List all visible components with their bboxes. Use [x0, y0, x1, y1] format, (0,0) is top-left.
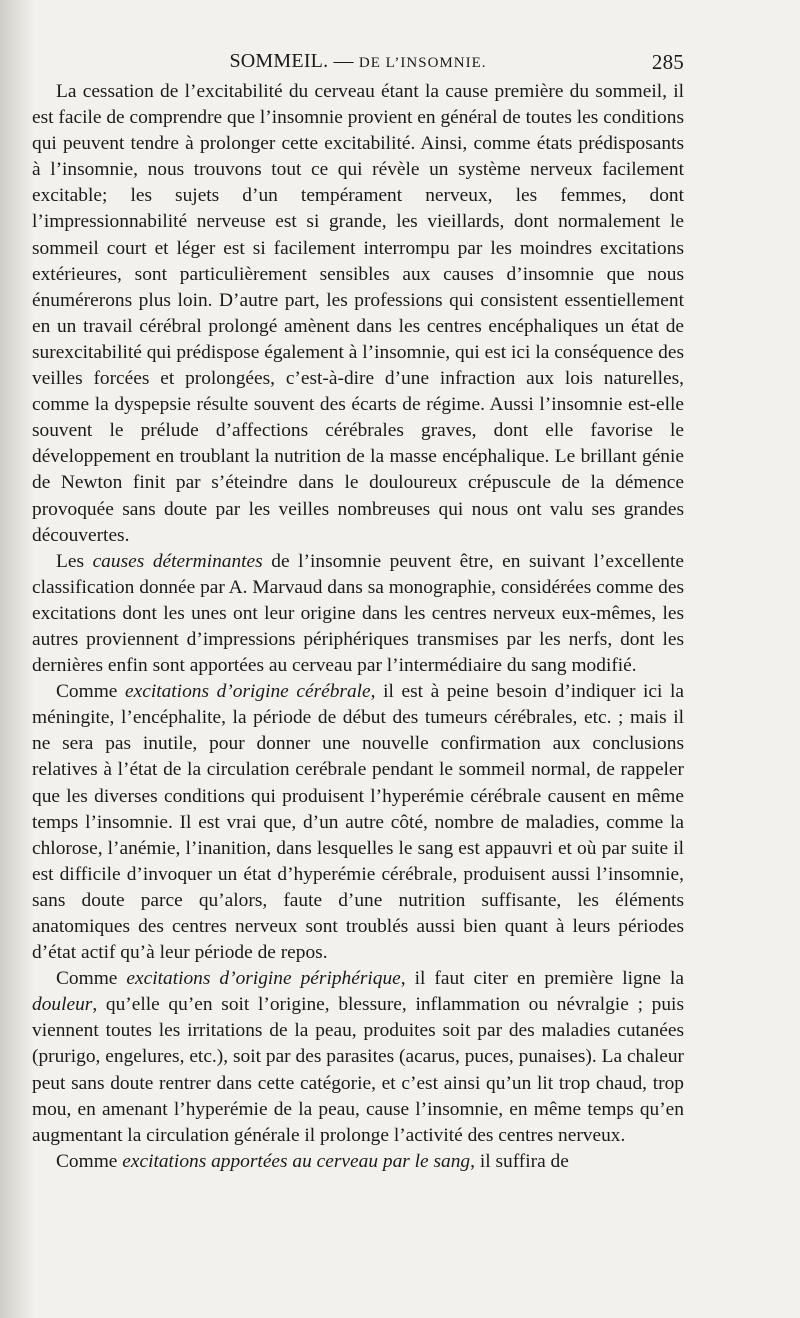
running-title-dash: — [333, 50, 354, 72]
paragraph-4-italic-2: douleur [32, 994, 93, 1016]
paragraph-5 [32, 1149, 684, 1175]
paragraph-4 [32, 966, 684, 1149]
paragraph-4-text-b: , il faut citer en première ligne la [400, 968, 684, 990]
paragraph-3-text-a: Comme [56, 681, 125, 703]
page-number: 285 [651, 50, 684, 74]
running-title-sub: DE L’INSOMNIE. [358, 55, 487, 71]
paragraph-3 [32, 679, 684, 966]
paragraph-1: La cessation de l’excitabilité du cerveau étant la cause première du sommeil, il est facile de comprendre que l’insomnie provient en général de toutes les conditions qui peuvent tendre à prolonger cette excitabilité. Ainsi, comme états prédisposants à l’insomnie, nous trouvons tout ce qui révèle un système nerveux facilement excitable; les sujets d’un tempérament nerveux, les femmes, dont l’impressionnabilité nerveuse est si grande, les vieillards, dont normalement le sommeil court et léger est si facilement interrompu par les moindres excitations extérieures, sont particulièrement sensibles aux causes d’insomnie que nous énumérerons plus loin. D’autre part, les professions qui consistent essentiellement en un travail cérébral prolongé amènent dans les centres encéphaliques un état de surexcitabilité qui prédispose également à l’insomnie, qui est ici la conséquence des veilles forcées et prolongées, c’est-à-dire d’une infraction aux lois naturelles, comme la dyspepsie résulte souvent des écarts de régime. Aussi l’insomnie est-elle souvent le prélude d’affections cérébrales graves, dont elle favorise le développement en troublant la nutrition de la masse encéphalique. Le brillant génie de Newton finit par s’éteindre dans le douloureux crépuscule de la démence provoquée sans doute par les veilles nombreuses qui nous ont valu ses grandes découvertes. [32, 81, 684, 546]
paragraph-3-text-b: , il est à peine besoin d’indiquer ici la méningite, l’encéphalite, la période de début des tumeurs cérébrales, etc. ; mais il ne sera pas inutile, pour donner une nouvelle confirmation aux conclusions relatives à l’état de la circulation cerébrale pendant le sommeil normal, de rappeler que les diverses conditions qui produisent l’hyperémie cérébrale causent en même temps l’insomnie. Il est vrai que, d’un autre côté, nombre de maladies, comme la chlorose, l’anémie, l’inanition, dans lesquelles le sang est appauvri et où par suite il est difficile d’invoquer un état d’hyperémie cérébrale, produisent aussi l’insomnie, sans doute parce qu’alors, faute d’une nutrition suffisante, les éléments anatomiques des centres nerveux sont troublés aussi bien quant à leurs périodes d’état actif qu’à leur période de repos. [32, 681, 684, 964]
paragraph-5-text-b: , il suffira de [470, 1150, 569, 1172]
paragraph-2-text-b: de l’insomnie peuvent être, en suivant l’excellente classification donnée par A. Marvaud dans sa monographie, considérées comme des excitations dont les unes ont leur origine dans les centres nerveux eux-mêmes, les autres proviennent d’impressions périphériques transmises par les nerfs, dont les dernières enfin sont apportées au cerveau par l’intermédiaire du sang modifié. [32, 550, 684, 677]
paragraph-5-italic: excitations apportées au cerveau par le sang [122, 1150, 471, 1172]
book-gutter-shadow [0, 0, 34, 1318]
paragraph-5-text-a: Comme [56, 1150, 123, 1172]
running-head [32, 44, 684, 78]
running-title [32, 50, 684, 73]
paragraph-3-italic: excitations d’origine cérébrale [125, 681, 371, 703]
running-title-main: SOMMEIL. [229, 50, 329, 72]
paragraph-2 [32, 549, 684, 679]
paragraph-4-italic-1: excitations d’origine périphérique [126, 968, 401, 990]
paragraph-2-text-a: Les [56, 550, 93, 572]
paragraph-4-text-a: Comme [56, 968, 127, 990]
body-text [32, 79, 684, 1175]
paragraph-2-italic: causes déterminantes [92, 550, 263, 572]
paragraph-4-text-c: , qu’elle qu’en soit l’origine, blessure, inflammation ou névralgie ; puis viennent toutes les irritations de la peau, produites soit par des maladies cutanées (prurigo, engelures, etc.), soit par des parasites (acarus, puces, punaises). La chaleur peut sans doute rentrer dans cette catégorie, et c’est ainsi qu’un lit trop chaud, trop mou, en amenant l’hyperémie de la peau, cause l’insomnie, en même temps qu’en augmentant la circulation générale il prolonge l’activité des centres nerveux. [32, 994, 684, 1146]
book-page [32, 44, 684, 1175]
